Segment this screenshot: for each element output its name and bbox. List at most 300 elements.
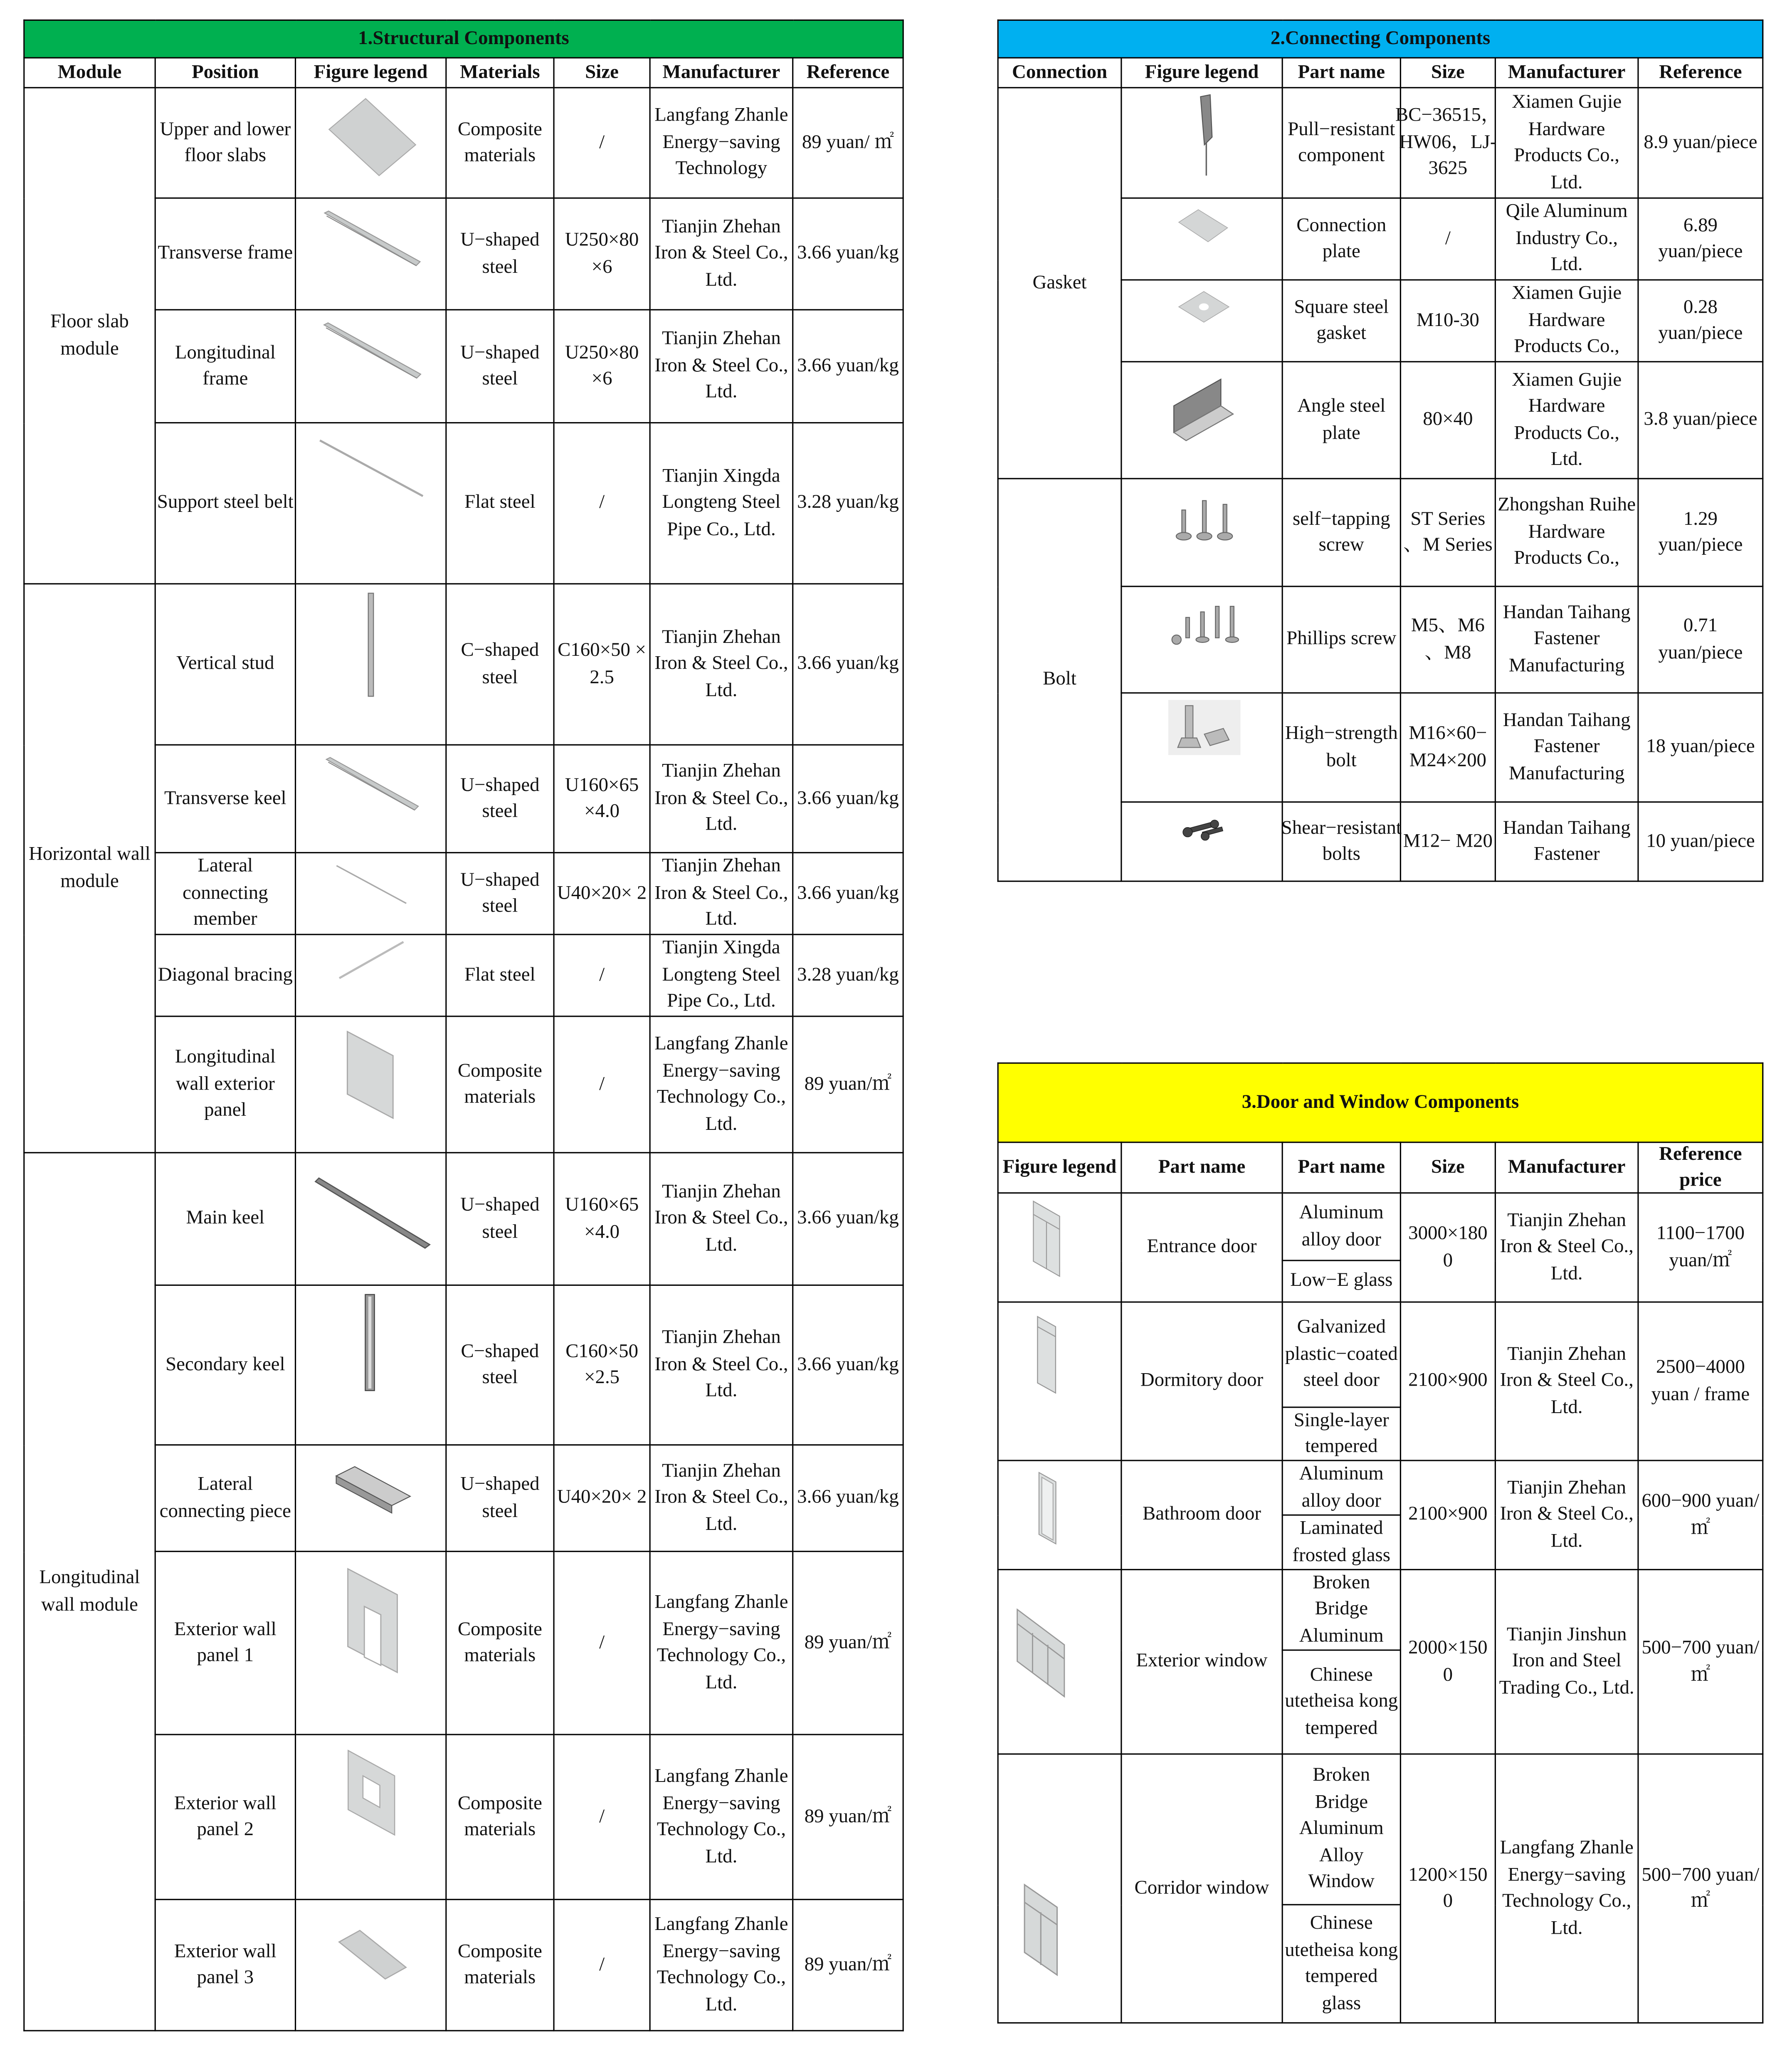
reference-price bbox=[793, 198, 903, 310]
steel-rod-icon bbox=[298, 426, 444, 581]
reference-price-text: 89 yuan/㎡ bbox=[804, 1632, 892, 1653]
reference-price bbox=[793, 745, 903, 852]
part-material-text: Aluminum alloy door bbox=[1299, 1203, 1384, 1250]
figure-legend-cell bbox=[296, 1445, 446, 1552]
reference-price bbox=[1638, 802, 1763, 882]
manufacturer-text: Tianjin Zhehan Iron & Steel Co., Ltd. bbox=[654, 216, 788, 291]
size bbox=[554, 934, 650, 1016]
reference-price-text: 3.66 yuan/kg bbox=[797, 653, 899, 675]
figure-legend-cell bbox=[296, 1900, 446, 2031]
size-text: BC−36515，HW06，LJ-3625 bbox=[1395, 105, 1501, 180]
size bbox=[554, 310, 650, 423]
reference-price bbox=[793, 423, 903, 584]
column-header-text: Figure legend bbox=[1145, 62, 1259, 83]
manufacturer-text: Xiamen Gujie Hardware Products Co., bbox=[1512, 283, 1622, 358]
material-text: U−shaped steel bbox=[460, 774, 540, 822]
part-material-text: Chinese utetheisa kong tempered bbox=[1285, 1665, 1398, 1739]
door-window-components-table bbox=[997, 1063, 1764, 2024]
column-header-text: Part name bbox=[1298, 62, 1385, 83]
reference-price bbox=[793, 584, 903, 745]
table-row bbox=[998, 479, 1763, 586]
column-header-text: Manufacturer bbox=[1508, 62, 1626, 83]
angle-plate-icon bbox=[1129, 365, 1275, 475]
part-name-text: Phillips screw bbox=[1286, 629, 1397, 650]
reference-price-text: 8.9 yuan/piece bbox=[1644, 132, 1757, 153]
manufacturer-text: Langfang Zhanle Energy−saving Technology Co., Ltd. bbox=[654, 1034, 788, 1135]
manufacturer bbox=[650, 745, 793, 852]
reference-price bbox=[793, 1153, 903, 1285]
figure-legend-cell bbox=[1121, 362, 1282, 479]
figure-legend-cell bbox=[296, 310, 446, 423]
part-name-text: Square steel gasket bbox=[1294, 297, 1389, 344]
column-header bbox=[998, 1142, 1121, 1193]
size-text: / bbox=[599, 1954, 605, 1975]
position-text: Lateral connecting member bbox=[183, 856, 268, 930]
figure-legend-cell bbox=[296, 1552, 446, 1735]
size-text: / bbox=[599, 1806, 605, 1827]
table-title bbox=[998, 20, 1763, 58]
figure-legend-cell bbox=[296, 934, 446, 1016]
size bbox=[1400, 479, 1495, 586]
connecting-components-table bbox=[997, 20, 1764, 882]
connection-type-text: Bolt bbox=[1043, 669, 1076, 690]
manufacturer-text: Zhongshan Ruihe Hardware Products Co., bbox=[1498, 495, 1636, 569]
reference-price-text: 10 yuan/piece bbox=[1646, 831, 1755, 852]
size-text: M12− M20 bbox=[1403, 831, 1493, 852]
manufacturer-text: Handan Taihang Fastener Manufacturing bbox=[1503, 602, 1631, 677]
reference-price-text: 3.28 yuan/kg bbox=[797, 964, 899, 986]
part-material bbox=[1282, 1407, 1400, 1460]
position-text: Exterior wall panel 3 bbox=[174, 1941, 276, 1989]
size bbox=[554, 423, 650, 584]
manufacturer-text: Tianjin Zhehan Iron & Steel Co., Ltd. bbox=[654, 1327, 788, 1402]
reference-price-text: 500−700 yuan/㎡ bbox=[1641, 1638, 1760, 1685]
manufacturer-text: Handan Taihang Fastener Manufacturing bbox=[1503, 710, 1631, 784]
manufacturer bbox=[650, 1445, 793, 1552]
material-text: Composite materials bbox=[457, 119, 542, 166]
material bbox=[446, 88, 554, 198]
part-material bbox=[1282, 1460, 1400, 1515]
size bbox=[554, 584, 650, 745]
column-header bbox=[1638, 1142, 1763, 1193]
steel-beam-icon bbox=[298, 201, 444, 306]
position-text: Longitudinal frame bbox=[175, 342, 276, 390]
figure-legend-cell bbox=[296, 198, 446, 310]
size-text: / bbox=[599, 1074, 605, 1095]
entrance-door-icon bbox=[987, 1197, 1133, 1298]
manufacturer bbox=[1495, 586, 1638, 693]
reference-price bbox=[1638, 1754, 1763, 2023]
part-name-text: Angle steel plate bbox=[1297, 396, 1386, 444]
part-name-text: Pull−resistant component bbox=[1288, 119, 1395, 166]
manufacturer-text: Tianjin Zhehan Iron & Steel Co., Ltd. bbox=[654, 329, 788, 403]
column-header bbox=[155, 58, 295, 88]
manufacturer bbox=[650, 1285, 793, 1445]
size bbox=[554, 1285, 650, 1445]
table-row bbox=[24, 584, 903, 745]
manufacturer bbox=[650, 310, 793, 423]
figure-legend-cell bbox=[1121, 479, 1282, 586]
material bbox=[446, 1285, 554, 1445]
material-text: Composite materials bbox=[457, 1060, 542, 1108]
manufacturer bbox=[1495, 88, 1638, 198]
size-text: U40×20× 2 bbox=[557, 882, 647, 904]
c-stud-icon bbox=[298, 1288, 444, 1442]
u-channel-icon bbox=[298, 1448, 444, 1548]
size-text: M10-30 bbox=[1416, 310, 1479, 331]
table-row bbox=[24, 745, 903, 852]
part-material bbox=[1282, 1515, 1400, 1569]
size bbox=[554, 1153, 650, 1285]
size bbox=[1400, 362, 1495, 479]
manufacturer bbox=[650, 852, 793, 934]
column-header-text: Part name bbox=[1298, 1156, 1385, 1178]
reference-price bbox=[793, 88, 903, 198]
size bbox=[1400, 586, 1495, 693]
material bbox=[446, 310, 554, 423]
part-name-text: Entrance door bbox=[1147, 1237, 1257, 1258]
table-title-text: 1.Structural Components bbox=[358, 28, 569, 49]
column-header bbox=[296, 58, 446, 88]
part-material-text: Broken Bridge Aluminum Alloy Window bbox=[1299, 1765, 1384, 1893]
exterior-window-icon bbox=[987, 1574, 1133, 1750]
figure-legend-cell bbox=[1121, 802, 1282, 882]
material-text: U−shaped steel bbox=[460, 1195, 540, 1243]
position-text: Vertical stud bbox=[176, 653, 274, 675]
size-text: / bbox=[1445, 228, 1451, 249]
figure-legend-cell bbox=[296, 1153, 446, 1285]
table-row bbox=[998, 88, 1763, 198]
size bbox=[1400, 280, 1495, 362]
manufacturer bbox=[650, 1016, 793, 1153]
material-text: Composite materials bbox=[457, 1941, 542, 1989]
part-name bbox=[1282, 198, 1400, 280]
size-text: / bbox=[599, 964, 605, 986]
part-name bbox=[1282, 802, 1400, 882]
position bbox=[155, 310, 295, 423]
column-header-text: Size bbox=[585, 62, 619, 83]
reference-price bbox=[1638, 693, 1763, 802]
table-row bbox=[24, 1445, 903, 1552]
table-row bbox=[24, 1552, 903, 1735]
material-text: U−shaped steel bbox=[460, 230, 540, 277]
manufacturer-text: Langfang Zhanle Energy−saving Technology Co., Ltd. bbox=[654, 1592, 788, 1693]
material bbox=[446, 584, 554, 745]
size-text: ST Series 、M Series bbox=[1403, 508, 1493, 556]
reference-price bbox=[793, 852, 903, 934]
material-text: U−shaped steel bbox=[460, 1474, 540, 1522]
manufacturer bbox=[1495, 198, 1638, 280]
material bbox=[446, 1552, 554, 1735]
reference-price-text: 3.66 yuan/kg bbox=[797, 1487, 899, 1508]
manufacturer-text: Tianjin Zhehan Iron & Steel Co., Ltd. bbox=[1500, 1344, 1634, 1418]
part-name-text: Dormitory door bbox=[1140, 1370, 1264, 1391]
size-text: U160×65 ×4.0 bbox=[565, 1195, 639, 1243]
reference-price-text: 3.28 yuan/kg bbox=[797, 492, 899, 514]
manufacturer bbox=[650, 1153, 793, 1285]
size-text: U250×80 ×6 bbox=[565, 342, 639, 390]
steel-beam-icon bbox=[298, 748, 444, 850]
figure-legend-cell bbox=[296, 852, 446, 934]
part-material bbox=[1282, 1754, 1400, 1905]
part-material bbox=[1282, 1193, 1400, 1260]
reference-price bbox=[793, 1445, 903, 1552]
reference-price bbox=[793, 310, 903, 423]
structural-components-table bbox=[23, 20, 904, 2031]
reference-price-text: 89 yuan/㎡ bbox=[804, 1074, 892, 1095]
column-header bbox=[793, 58, 903, 88]
table-row bbox=[998, 1460, 1763, 1515]
part-name-text: Connection plate bbox=[1296, 215, 1387, 262]
pull-resistant-icon bbox=[1129, 91, 1275, 195]
part-material-text: Aluminum alloy door bbox=[1299, 1463, 1384, 1511]
manufacturer-text: Handan Taihang Fastener bbox=[1503, 818, 1631, 865]
reference-price bbox=[1638, 198, 1763, 280]
size bbox=[1400, 1569, 1495, 1754]
reference-price-text: 89 yuan/㎡ bbox=[804, 1954, 892, 1975]
position bbox=[155, 423, 295, 584]
size-text: 1200×150 0 bbox=[1408, 1864, 1488, 1912]
reference-price-text: 0.71 yuan/piece bbox=[1658, 615, 1743, 663]
figure-legend-cell bbox=[296, 584, 446, 745]
material bbox=[446, 745, 554, 852]
size bbox=[554, 745, 650, 852]
manufacturer-text: Langfang Zhanle Energy−saving Technology bbox=[654, 105, 788, 180]
size-text: 3000×180 0 bbox=[1408, 1223, 1488, 1271]
reference-price bbox=[793, 934, 903, 1016]
figure-legend-cell bbox=[296, 1016, 446, 1153]
reference-price-text: 3.66 yuan/kg bbox=[797, 355, 899, 376]
table-row bbox=[24, 88, 903, 198]
reference-price-text: 0.28 yuan/piece bbox=[1658, 297, 1743, 344]
column-header bbox=[554, 58, 650, 88]
part-material-text: Chinese utetheisa kong tempered glass bbox=[1285, 1913, 1398, 2014]
position-text: Transverse frame bbox=[158, 243, 293, 264]
reference-price bbox=[793, 1016, 903, 1153]
figure-legend-cell bbox=[998, 1460, 1121, 1569]
size-text: U40×20× 2 bbox=[557, 1487, 647, 1508]
column-header-text: Module bbox=[57, 62, 122, 83]
part-name bbox=[1282, 280, 1400, 362]
manufacturer bbox=[650, 1735, 793, 1900]
position-text: Exterior wall panel 1 bbox=[174, 1619, 276, 1667]
table-row bbox=[24, 1735, 903, 1900]
reference-price bbox=[1638, 479, 1763, 586]
size bbox=[554, 1445, 650, 1552]
manufacturer bbox=[1495, 693, 1638, 802]
connection-plate-icon bbox=[1129, 201, 1275, 277]
manufacturer-text: Tianjin Zhehan Iron & Steel Co., Ltd. bbox=[654, 761, 788, 835]
part-name bbox=[1121, 1569, 1282, 1754]
position bbox=[155, 1735, 295, 1900]
reference-price bbox=[1638, 1302, 1763, 1460]
size-text: U160×65 ×4.0 bbox=[565, 774, 639, 822]
column-header-text: Figure legend bbox=[313, 62, 428, 83]
size-text: / bbox=[599, 492, 605, 514]
part-name bbox=[1282, 362, 1400, 479]
size bbox=[1400, 1193, 1495, 1302]
size bbox=[554, 1900, 650, 2031]
manufacturer bbox=[1495, 802, 1638, 882]
column-header bbox=[1121, 1142, 1282, 1193]
manufacturer bbox=[1495, 1754, 1638, 2023]
part-material-text: Single-layer tempered bbox=[1293, 1410, 1389, 1458]
table-title-text: 2.Connecting Components bbox=[1270, 28, 1491, 49]
position bbox=[155, 584, 295, 745]
column-header-text: Connection bbox=[1012, 62, 1108, 83]
size bbox=[554, 198, 650, 310]
position-text: Support steel belt bbox=[157, 492, 294, 514]
reference-price bbox=[793, 1900, 903, 2031]
material bbox=[446, 934, 554, 1016]
size bbox=[1400, 802, 1495, 882]
size bbox=[554, 852, 650, 934]
column-header bbox=[1638, 58, 1763, 88]
phillips-screw-icon bbox=[1129, 590, 1275, 689]
column-header bbox=[1400, 58, 1495, 88]
column-header bbox=[1400, 1142, 1495, 1193]
reference-price-text: 3.66 yuan/kg bbox=[797, 882, 899, 904]
position-text: Secondary keel bbox=[165, 1354, 285, 1375]
manufacturer bbox=[650, 934, 793, 1016]
size bbox=[554, 1552, 650, 1735]
position bbox=[155, 1900, 295, 2031]
size bbox=[1400, 198, 1495, 280]
reference-price-text: 18 yuan/piece bbox=[1646, 736, 1755, 758]
size bbox=[554, 1016, 650, 1153]
module-name bbox=[24, 88, 155, 584]
reference-price bbox=[1638, 362, 1763, 479]
table-row bbox=[998, 1302, 1763, 1407]
size bbox=[554, 1735, 650, 1900]
column-header-text: Part name bbox=[1158, 1156, 1246, 1178]
part-material-text: Galvanized plastic−coated steel door bbox=[1285, 1317, 1398, 1391]
material-text: U−shaped steel bbox=[460, 342, 540, 390]
reference-price-text: 6.89 yuan/piece bbox=[1658, 215, 1743, 262]
wall-panel-icon bbox=[298, 1020, 444, 1149]
module-name-text: Longitudinal wall module bbox=[39, 1567, 140, 1615]
manufacturer-text: Tianjin Xingda Longteng Steel Pipe Co., Ltd. bbox=[662, 938, 781, 1012]
material-text: Flat steel bbox=[464, 964, 536, 986]
diagonal-brace-icon bbox=[298, 938, 444, 1013]
size-text: / bbox=[599, 132, 605, 153]
part-name-text: Exterior window bbox=[1136, 1651, 1268, 1672]
size-text: M16×60− M24×200 bbox=[1409, 723, 1487, 771]
material-text: C−shaped steel bbox=[461, 1341, 539, 1389]
reference-price bbox=[1638, 1193, 1763, 1302]
manufacturer-text: Tianjin Zhehan Iron & Steel Co., Ltd. bbox=[654, 627, 788, 701]
table-row bbox=[24, 1285, 903, 1445]
figure-legend-cell bbox=[998, 1569, 1121, 1754]
position bbox=[155, 88, 295, 198]
material-text: Composite materials bbox=[457, 1793, 542, 1841]
position bbox=[155, 1016, 295, 1153]
reference-price bbox=[1638, 1460, 1763, 1569]
table-row bbox=[24, 1153, 903, 1285]
connection-type bbox=[998, 479, 1121, 881]
column-header bbox=[1495, 1142, 1638, 1193]
manufacturer-text: Langfang Zhanle Energy−saving Technology Co., Ltd. bbox=[1500, 1838, 1634, 1939]
part-material bbox=[1282, 1650, 1400, 1754]
material bbox=[446, 1445, 554, 1552]
column-header-text: Reference price bbox=[1659, 1143, 1742, 1191]
part-material bbox=[1282, 1260, 1400, 1302]
reference-price bbox=[793, 1735, 903, 1900]
shear-bolt-icon bbox=[1129, 805, 1275, 878]
column-header-text: Size bbox=[1431, 1156, 1465, 1178]
position-text: Diagonal bracing bbox=[158, 964, 293, 986]
figure-legend-cell bbox=[1121, 586, 1282, 693]
table-title bbox=[24, 20, 903, 58]
part-name bbox=[1282, 88, 1400, 198]
manufacturer-text: Tianjin Zhehan Iron & Steel Co., Ltd. bbox=[654, 856, 788, 930]
manufacturer bbox=[1495, 1193, 1638, 1302]
manufacturer bbox=[650, 584, 793, 745]
part-name-text: High−strength bolt bbox=[1285, 723, 1398, 771]
manufacturer-text: Xiamen Gujie Hardware Products Co., Ltd. bbox=[1512, 92, 1622, 193]
figure-legend-cell bbox=[1121, 88, 1282, 198]
module-name-text: Horizontal wall module bbox=[29, 844, 151, 892]
manufacturer bbox=[1495, 1569, 1638, 1754]
part-name bbox=[1121, 1193, 1282, 1302]
position-text: Exterior wall panel 2 bbox=[174, 1793, 276, 1841]
position bbox=[155, 852, 295, 934]
reference-price-text: 3.66 yuan/kg bbox=[797, 1208, 899, 1229]
reference-price-text: 3.66 yuan/kg bbox=[797, 1354, 899, 1375]
figure-legend-cell bbox=[296, 423, 446, 584]
high-strength-bolt-icon bbox=[1129, 696, 1275, 799]
manufacturer-text: Langfang Zhanle Energy−saving Technology Co., Ltd. bbox=[654, 1914, 788, 2015]
steel-beam-icon bbox=[298, 313, 444, 420]
module-name bbox=[24, 1153, 155, 2031]
part-material-text: Low−E glass bbox=[1290, 1270, 1393, 1292]
dark-beam-icon bbox=[298, 1156, 444, 1282]
part-material-text: Laminated frosted glass bbox=[1292, 1518, 1391, 1566]
part-name bbox=[1121, 1754, 1282, 2023]
size-text: 2100×900 bbox=[1408, 1370, 1488, 1391]
position-text: Longitudinal wall exterior panel bbox=[175, 1047, 276, 1122]
figure-legend-cell bbox=[998, 1193, 1121, 1302]
reference-price-text: 1.29 yuan/piece bbox=[1658, 508, 1743, 556]
reference-price-text: 1100−1700 yuan/㎡ bbox=[1656, 1223, 1745, 1271]
material bbox=[446, 1735, 554, 1900]
table-row bbox=[998, 1193, 1763, 1260]
size-text: M5、M6 、M8 bbox=[1411, 615, 1485, 663]
figure-legend-cell bbox=[296, 1285, 446, 1445]
size bbox=[554, 88, 650, 198]
reference-price-text: 500−700 yuan/㎡ bbox=[1641, 1864, 1760, 1912]
figure-legend-cell bbox=[998, 1754, 1121, 2023]
manufacturer bbox=[1495, 1460, 1638, 1569]
manufacturer-text: Tianjin Zhehan Iron & Steel Co., Ltd. bbox=[654, 1460, 788, 1535]
reference-price bbox=[1638, 586, 1763, 693]
size bbox=[1400, 693, 1495, 802]
manufacturer-text: Tianjin Xingda Longteng Steel Pipe Co., Ltd. bbox=[662, 466, 781, 540]
flat-panel-icon bbox=[298, 1903, 444, 2027]
position-text: Lateral connecting piece bbox=[159, 1474, 291, 1522]
size-text: 80×40 bbox=[1423, 409, 1473, 430]
manufacturer-text: Tianjin Jinshun Iron and Steel Trading Co., Ltd. bbox=[1499, 1624, 1634, 1699]
size bbox=[1400, 1460, 1495, 1569]
position bbox=[155, 1285, 295, 1445]
manufacturer bbox=[650, 1552, 793, 1735]
manufacturer bbox=[1495, 1302, 1638, 1460]
floor-slab-icon bbox=[298, 91, 444, 195]
column-header-text: Materials bbox=[460, 62, 540, 83]
position bbox=[155, 198, 295, 310]
reference-price bbox=[1638, 88, 1763, 198]
size bbox=[1400, 1754, 1495, 2023]
